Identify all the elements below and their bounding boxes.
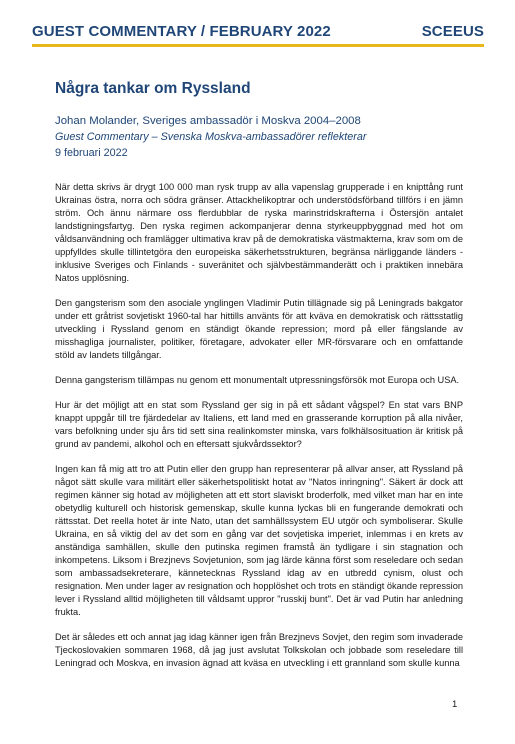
- paragraph: När detta skrivs är drygt 100 000 man rysk trupp av alla vapenslag grupperade i en knipttång runt Ukrainas östra, norra och södra gränser. Attackhelikoptrar och understödsförband tillförs i en jämn ström. Och ännu närmare oss flerdubblar de ryska marinstridskrafterna i Östersjön antalet landstigningsfartyg. Den ryska regimen ackompanjerar denna styrkeuppbyggnad med hot om våldsanvändning och framlägger ultimativa krav på de demokratiska västmakterna, krav som om de uppfylldes skulle tillintetgöra den europeiska säkerhetsstrukturen, begränsa närliggande länders - inklusive Sveriges och Finlands - suveränitet och självbestämmanderätt och i praktiken innebära Natos upplösning.: [55, 182, 463, 283]
- paragraph: Den gangsterism som den asociale ynglingen Vladimir Putin tillägnade sig på Leningrads bakgator under ett gråtrist sovjetiskt 1960-tal har hittills använts för att kväva en demokratisk och rättsstatlig utveckling i Ryssland genom en ständigt ökande repression; mord på eller fängslande av misshagliga journalister, politiker, företagare, advokater eller MR-försvarare och en omfattande stöld av landets tillgångar.: [55, 298, 463, 360]
- paragraph: Denna gangsterism tillämpas nu genom ett monumentalt utpressningsförsök mot Europa och USA.: [55, 375, 460, 385]
- paragraph: Ingen kan få mig att tro att Putin eller den grupp han representerar på allvar anser, att Ryssland på något sätt skulle vara militärt eller säkerhetspolitiskt hotat av "Natos inringning". Säkert är dock att regimen känner sig hotad av möjligheten att ett stort slaviskt broderfolk, med vilket man har en inte obetydlig kulturell och historisk gemenskap, skulle kunna lyckas bli en fungerande demokrati och rättsstat. Det reella hotet är inte Nato, utan det samhällssystem EU utgör och symboliserar. Skulle Ukraina, en så viktig del av det som en gång var det sovjetiska imperiet, inlemmas i en krets av anständiga samhällen, skulle den putinska regimen framstå än tydligare i sin stagnation och inkompetens. Liksom i Brezjnevs Sovjetunion, som jag lärde känna först som reseledare och sedan som ambassadsekreterare, kännetecknas Ryssland idag av en utbredd cynism, olust och resignation. Men under lager av resignation och hopplöshet och trots en ständigt ökande repression lever i Ryssland alltid möjligheten till våldsamt uppror "russkij bunt". Det är vad Putin har anledning frukta.: [55, 464, 463, 617]
- paragraph: Det är således ett och annat jag idag känner igen från Brezjnevs Sovjet, den regim som invaderade Tjeckoslovakien sommaren 1968, då jag just avslutat Tolkskolan och jobbade som reseledare till Leningrad och Moskva, en invasion ägnad att kväsa en utveckling i ett grannland som skulle kunna: [55, 632, 463, 668]
- article-body: [55, 181, 463, 682]
- header-brand-logo: SCEEUS: [421, 23, 484, 40]
- author-line: Johan Molander, Sveriges ambassadör i Moskva 2004–2008: [55, 115, 361, 127]
- page-number: 1: [452, 699, 458, 710]
- paragraph: Hur är det möjligt att en stat som Ryssland ger sig in på ett sådant vågspel? En stat vars BNP knappt uppgår till tre fjärdedelar av Italiens, ett land med en grasserande korruption på alla nivåer, vars befolkning under sju års tid sett sina realinkomster minska, vars folkhälsosituation är kritisk på grund av pandemi, alkohol och en eftersatt sjukvårdssektor?: [55, 400, 463, 449]
- document-title: Några tankar om Ryssland: [55, 80, 251, 97]
- publication-date: 9 februari 2022: [55, 147, 128, 159]
- series-line: Guest Commentary – Svenska Moskva-ambassadörer reflekterar: [55, 131, 367, 143]
- page-header: [32, 14, 484, 47]
- header-section-label: GUEST COMMENTARY / FEBRUARY 2022: [32, 23, 331, 40]
